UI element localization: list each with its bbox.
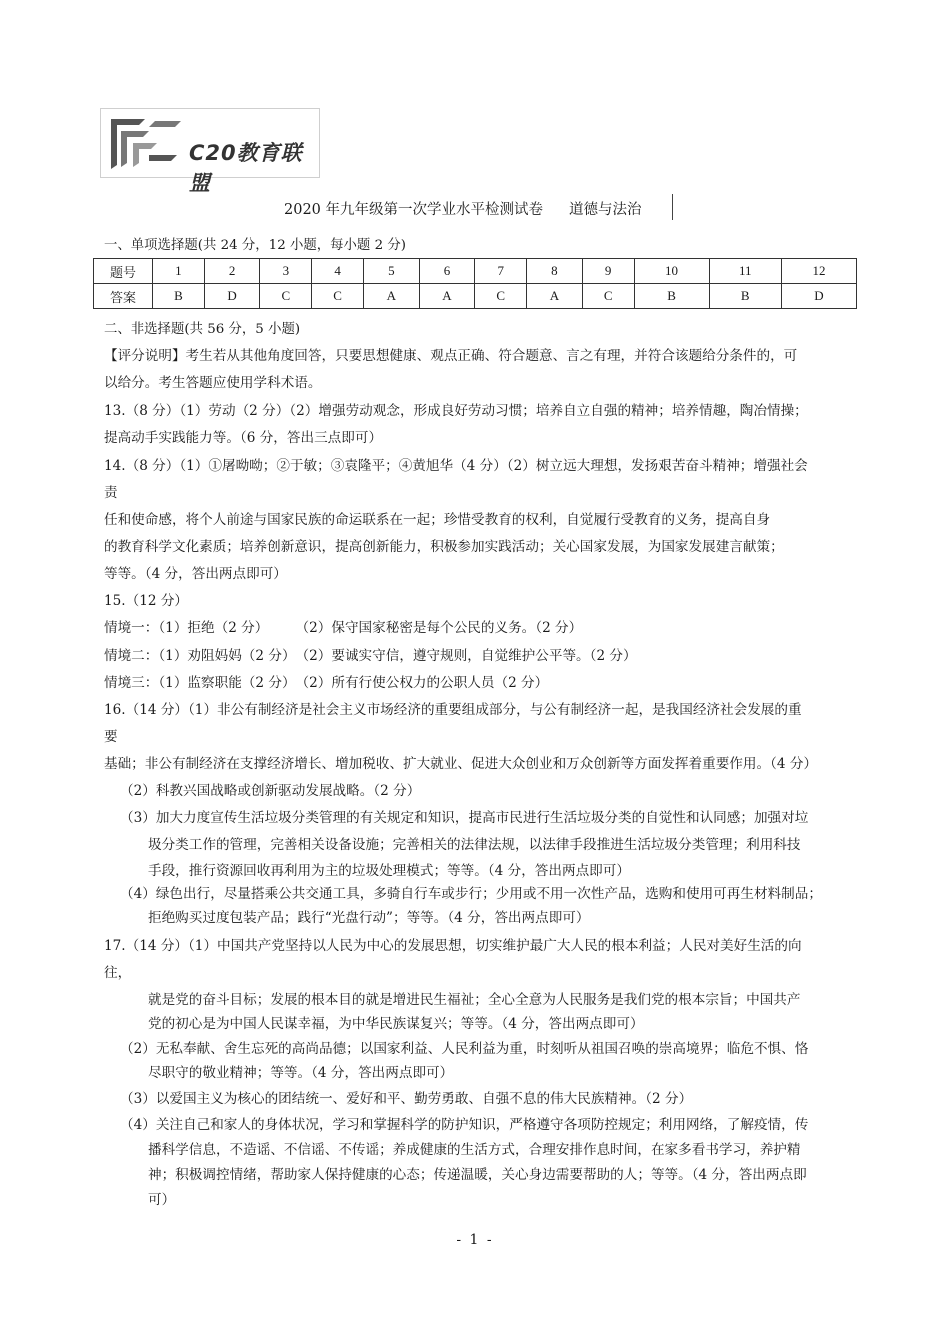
text-line: 的教育科学文化素质；培养创新意识，提高创新能力，积极参加实践活动；关心国家发展，为国家发展建言献策； xyxy=(104,539,784,555)
title-main: 2020 年九年级第一次学业水平检测试卷 xyxy=(284,202,544,218)
page-number: - 1 - xyxy=(456,1232,494,1248)
table-cell: B xyxy=(153,284,205,309)
section-2-heading: 二、非选择题(共 56 分，5 小题) xyxy=(104,322,301,337)
table-cell: 1 xyxy=(153,259,205,284)
table-cell: 5 xyxy=(364,259,420,284)
table-cell: 10 xyxy=(634,259,709,284)
text-line: 提高动手实践能力等。（6 分，答出三点即可） xyxy=(104,430,383,446)
page-title xyxy=(284,198,642,219)
text-line: 往， xyxy=(104,965,132,981)
table-cell: C xyxy=(582,284,634,309)
text-line: （4）关注自己和家人的身体状况，学习和掌握科学的防护知识，严格遵守各项防控规定；利用网络，了解疫情，传 xyxy=(120,1117,809,1133)
text-line: 责 xyxy=(104,485,118,501)
text-line: （4）绿色出行，尽量搭乘公共交通工具，多骑自行车或步行；少用或不用一次性产品，选购和使用可再生材料制品； xyxy=(120,886,822,902)
table-cell: 2 xyxy=(204,259,260,284)
text-line: 【评分说明】考生若从其他角度回答，只要思想健康、观点正确、符合题意、言之有理，并符合该题给分条件的，可 xyxy=(104,348,798,364)
text-line: 16.（14 分）（1）非公有制经济是社会主义市场经济的重要组成部分，与公有制经济一起，是我国经济社会发展的重 xyxy=(104,702,802,718)
text-line: 情境二：（1）劝阻妈妈（2 分） （2）要诚实守信，遵守规则，自觉维护公平等。（2 分） xyxy=(104,648,637,664)
text-line: 拒绝购买过度包装产品；践行“光盘行动”；等等。（4 分，答出两点即可） xyxy=(148,910,590,926)
table-cell: C xyxy=(475,284,527,309)
text-line: 15.（12 分） xyxy=(104,593,189,609)
section-1-heading: 一、单项选择题(共 24 分，12 小题，每小题 2 分) xyxy=(104,238,406,253)
table-cell: C xyxy=(312,284,364,309)
table-cell: A xyxy=(527,284,583,309)
text-line: 就是党的奋斗目标；发展的根本目的就是增进民生福祉；全心全意为人民服务是我们党的根本宗旨；中国共产 xyxy=(148,992,801,1008)
table-cell: C xyxy=(260,284,312,309)
row-label-number: 题号 xyxy=(94,259,153,284)
text-line: 尽职守的敬业精神；等等。（4 分，答出两点即可） xyxy=(148,1065,454,1081)
table-cell: 6 xyxy=(419,259,475,284)
text-line: 等等。（4 分，答出两点即可） xyxy=(104,566,287,582)
table-row xyxy=(94,259,857,284)
logo-text: C20教育联盟 xyxy=(189,141,303,195)
table-cell: 12 xyxy=(781,259,856,284)
text-line: 14.（8 分）（1）①屠呦呦；②于敏；③袁隆平；④黄旭华（4 分）（2）树立远大理想，发扬艰苦奋斗精神；增强社会 xyxy=(104,458,808,474)
text-line: 基础；非公有制经济在支撑经济增长、增加税收、扩大就业、促进大众创业和万众创新等方面发挥着重要作用。（4 分） xyxy=(104,756,818,772)
text-line: 圾分类工作的管理，完善相关设备设施；完善相关的法律法规，以法律手段推进生活垃圾分类管理；利用科技 xyxy=(148,837,801,853)
table-row xyxy=(94,284,857,309)
answer-table xyxy=(93,258,857,309)
text-line: 情境三：（1）监察职能（2 分） （2）所有行使公权力的公职人员（2 分） xyxy=(104,675,549,691)
text-line: 神；积极调控情绪，帮助家人保持健康的心态；传递温暖，关心身边需要帮助的人；等等。（4 分，答出两点即 xyxy=(148,1167,807,1183)
title-subject: 道德与法治 xyxy=(569,202,642,218)
table-cell: 7 xyxy=(475,259,527,284)
text-line: （3）加大力度宣传生活垃圾分类管理的有关规定和知识，提高市民进行生活垃圾分类的自觉性和认同感；加强对垃 xyxy=(120,810,809,826)
text-line: 17.（14 分）（1）中国共产党坚持以人民为中心的发展思想，切实维护最广大人民的根本利益；人民对美好生活的向 xyxy=(104,938,802,954)
text-line: 13.（8 分）（1）劳动（2 分）（2）增强劳动观念，形成良好劳动习惯；培养自立自强的精神；培养情趣，陶冶情操； xyxy=(104,403,808,419)
c20-logo-icon xyxy=(105,113,189,173)
table-cell: D xyxy=(204,284,260,309)
table-cell: A xyxy=(364,284,420,309)
text-line: 以给分。考生答题应使用学科术语。 xyxy=(104,375,322,391)
text-line: 任和使命感，将个人前途与国家民族的命运联系在一起；珍惜受教育的权利，自觉履行受教育的义务，提高自身 xyxy=(104,512,771,528)
table-cell: 11 xyxy=(709,259,781,284)
text-line: 党的初心是为中国人民谋幸福，为中华民族谋复兴；等等。（4 分，答出两点即可） xyxy=(148,1016,644,1032)
table-cell: B xyxy=(709,284,781,309)
title-divider xyxy=(672,194,673,220)
text-line: 播科学信息，不造谣、不信谣、不传谣；养成健康的生活方式，合理安排作息时间，在家多看书学习，养护精 xyxy=(148,1142,801,1158)
text-line: 要 xyxy=(104,729,118,745)
row-label-answer: 答案 xyxy=(94,284,153,309)
table-cell: 8 xyxy=(527,259,583,284)
text-line: （2）科教兴国战略或创新驱动发展战略。（2 分） xyxy=(120,783,421,799)
text-line: （2）无私奉献、舍生忘死的高尚品德；以国家利益、人民利益为重，时刻听从祖国召唤的崇高境界；临危不惧、恪 xyxy=(120,1041,809,1057)
logo xyxy=(100,108,320,195)
text-line: 可） xyxy=(148,1192,176,1208)
table-cell: 4 xyxy=(312,259,364,284)
table-cell: B xyxy=(634,284,709,309)
text-line: （3）以爱国主义为核心的团结统一、爱好和平、勤劳勇敢、自强不息的伟大民族精神。（2 分） xyxy=(120,1091,693,1107)
table-cell: D xyxy=(781,284,856,309)
table-cell: A xyxy=(419,284,475,309)
text-line: 手段，推行资源回收再利用为主的垃圾处理模式；等等。（4 分，答出两点即可） xyxy=(148,863,630,879)
table-cell: 3 xyxy=(260,259,312,284)
text-line: 情境一：（1）拒绝（2 分） （2）保守国家秘密是每个公民的义务。（2 分） xyxy=(104,620,583,636)
table-cell: 9 xyxy=(582,259,634,284)
